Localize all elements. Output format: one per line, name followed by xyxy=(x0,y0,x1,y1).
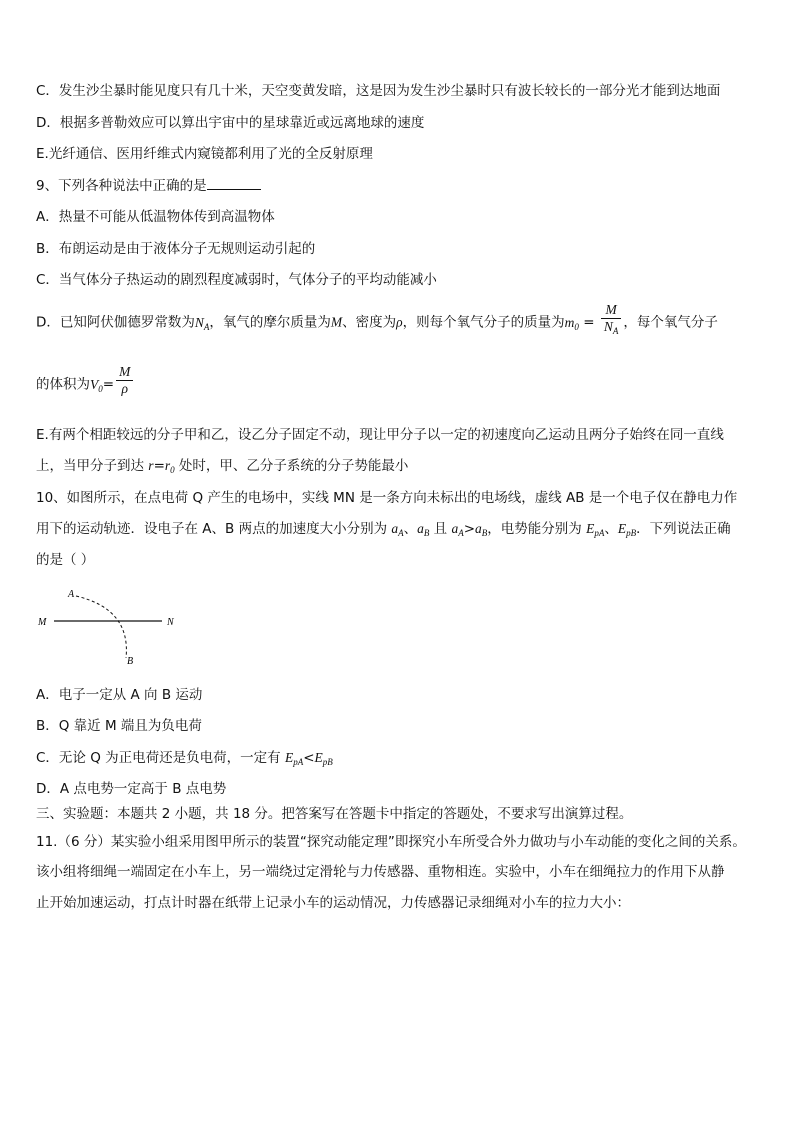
label-n: N xyxy=(167,617,174,628)
q9-stem xyxy=(36,177,261,195)
equals-sign: = xyxy=(153,458,165,474)
energy-a-symbol: $E_{pA}$ xyxy=(586,521,605,538)
q9-option-c: C．当气体分子热运动的剧烈程度减弱时，气体分子的平均动能减小 xyxy=(36,272,437,288)
q10-stem-line1: 10、如图所示，在点电荷 Q 产生的电场中，实线 MN 是一条方向未标出的电场线，虚线 AB 是一个电子仅在静电力作 xyxy=(36,490,738,506)
q10-option-a: A．电子一定从 A 向 B 运动 xyxy=(36,687,203,703)
greater-than: > xyxy=(463,521,476,537)
q10-stem-line3: 的是（ ） xyxy=(36,552,95,568)
accel-a-symbol: $a_A$ xyxy=(451,521,464,538)
trajectory-ab xyxy=(76,596,126,658)
q11-line2: 该小组将细绳一端固定在小车上，另一端绕过定滑轮与力传感器、重物相连。实验中，小车在细绳拉力的作用下从静 xyxy=(36,864,725,880)
text-run: ，电势能分别为 xyxy=(487,521,587,537)
equals-sign: = xyxy=(102,376,115,393)
section-heading: 三、实验题：本题共 2 小题，共 18 分。把答案写在答题卡中指定的答题处，不要求写出演算过程。 xyxy=(36,806,633,822)
q9-option-e-line1: E.有两个相距较远的分子甲和乙，设乙分子固定不动，现让甲分子以一定的初速度向乙运动且两分子始终在同一直线 xyxy=(36,427,724,443)
less-than: < xyxy=(303,750,315,766)
mass-fraction: $\frac{M}{N_A}$ xyxy=(601,302,622,339)
volume-fraction: $\frac{M}{\rho}$ xyxy=(116,364,133,397)
text-run: 的体积为 xyxy=(36,376,90,393)
energy-b-symbol: $E_{pB}$ xyxy=(314,750,333,767)
equals-sign: = xyxy=(578,314,599,331)
label-m: M xyxy=(38,617,47,628)
molar-mass-symbol: M xyxy=(330,314,343,330)
q9-option-a: A．热量不可能从低温物体传到高温物体 xyxy=(36,209,275,225)
text-run: D．已知阿伏伽德罗常数为 xyxy=(36,314,195,331)
q10-stem-line2 xyxy=(36,520,731,542)
text-run: 、 xyxy=(403,521,418,537)
text-run: 、 xyxy=(604,521,618,537)
text-run: 用下的运动轨迹．设电子在 A、B 两点的加速度大小分别为 xyxy=(36,521,392,537)
equilibrium-distance-symbol: $r_0$ xyxy=(164,458,175,475)
accel-a-symbol: $a_A$ xyxy=(391,521,404,538)
text-run: 、密度为 xyxy=(342,314,397,331)
label-a: A xyxy=(68,589,75,600)
text-run: 处时，甲、乙分子系统的分子势能最小 xyxy=(174,458,409,474)
accel-b-symbol: $a_B$ xyxy=(417,521,430,538)
q8-option-d: D．根据多普勒效应可以算出宇宙中的星球靠近或远离地球的速度 xyxy=(36,115,425,131)
volume-symbol: $V_0$ xyxy=(90,376,103,394)
text-run: ，则每个氧气分子的质量为 xyxy=(402,314,565,331)
answer-blank xyxy=(207,177,261,190)
molecule-mass-symbol: $m_0$ xyxy=(564,314,579,332)
q11-line1: 11.（6 分）某实验小组采用图甲所示的装置“探究动能定理”即探究小车所受合外力做功与小车动能的变化之间的关系。 xyxy=(36,834,746,850)
text-run: 且 xyxy=(429,521,452,537)
text-run: ，每个氧气分子 xyxy=(623,314,718,331)
avogadro-symbol: $N_A$ xyxy=(194,314,210,332)
density-symbol: ρ xyxy=(396,314,403,330)
q10-option-d: D．A 点电势一定高于 B 点电势 xyxy=(36,781,227,797)
energy-a-symbol: $E_{pA}$ xyxy=(284,750,304,767)
text-run: ．下列说法正确 xyxy=(636,521,731,537)
energy-b-symbol: $E_{pB}$ xyxy=(617,521,637,538)
electric-field-diagram xyxy=(36,584,196,674)
q8-option-c: C．发生沙尘暴时能见度只有几十米，天空变黄发暗，这是因为发生沙尘暴时只有波长较长的一部分光才能到达地面 xyxy=(36,83,721,99)
label-b: B xyxy=(127,656,134,667)
q11-line3: 止开始加速运动，打点计时器在纸带上记录小车的运动情况，力传感器记录细绳对小车的拉力大小： xyxy=(36,895,630,911)
q9-option-d-line2 xyxy=(36,364,135,401)
q9-option-b: B．布朗运动是由于液体分子无规则运动引起的 xyxy=(36,241,316,257)
distance-symbol: r xyxy=(148,458,154,473)
accel-b-symbol: $a_B$ xyxy=(475,521,488,538)
text-run: C．无论 Q 为正电荷还是负电荷，一定有 xyxy=(36,750,285,766)
q9-option-e-line2 xyxy=(36,457,408,479)
text-run: ，氧气的摩尔质量为 xyxy=(209,314,331,331)
q9-stem-text: 9、下列各种说法中正确的是 xyxy=(36,178,207,194)
q8-option-e: E.光纤通信、医用纤维式内窥镜都利用了光的全反射原理 xyxy=(36,146,373,162)
q10-option-b: B．Q 靠近 M 端且为负电荷 xyxy=(36,718,202,734)
text-run: 上，当甲分子到达 xyxy=(36,458,149,474)
q10-option-c xyxy=(36,749,333,771)
q9-option-d-line1 xyxy=(36,304,718,341)
